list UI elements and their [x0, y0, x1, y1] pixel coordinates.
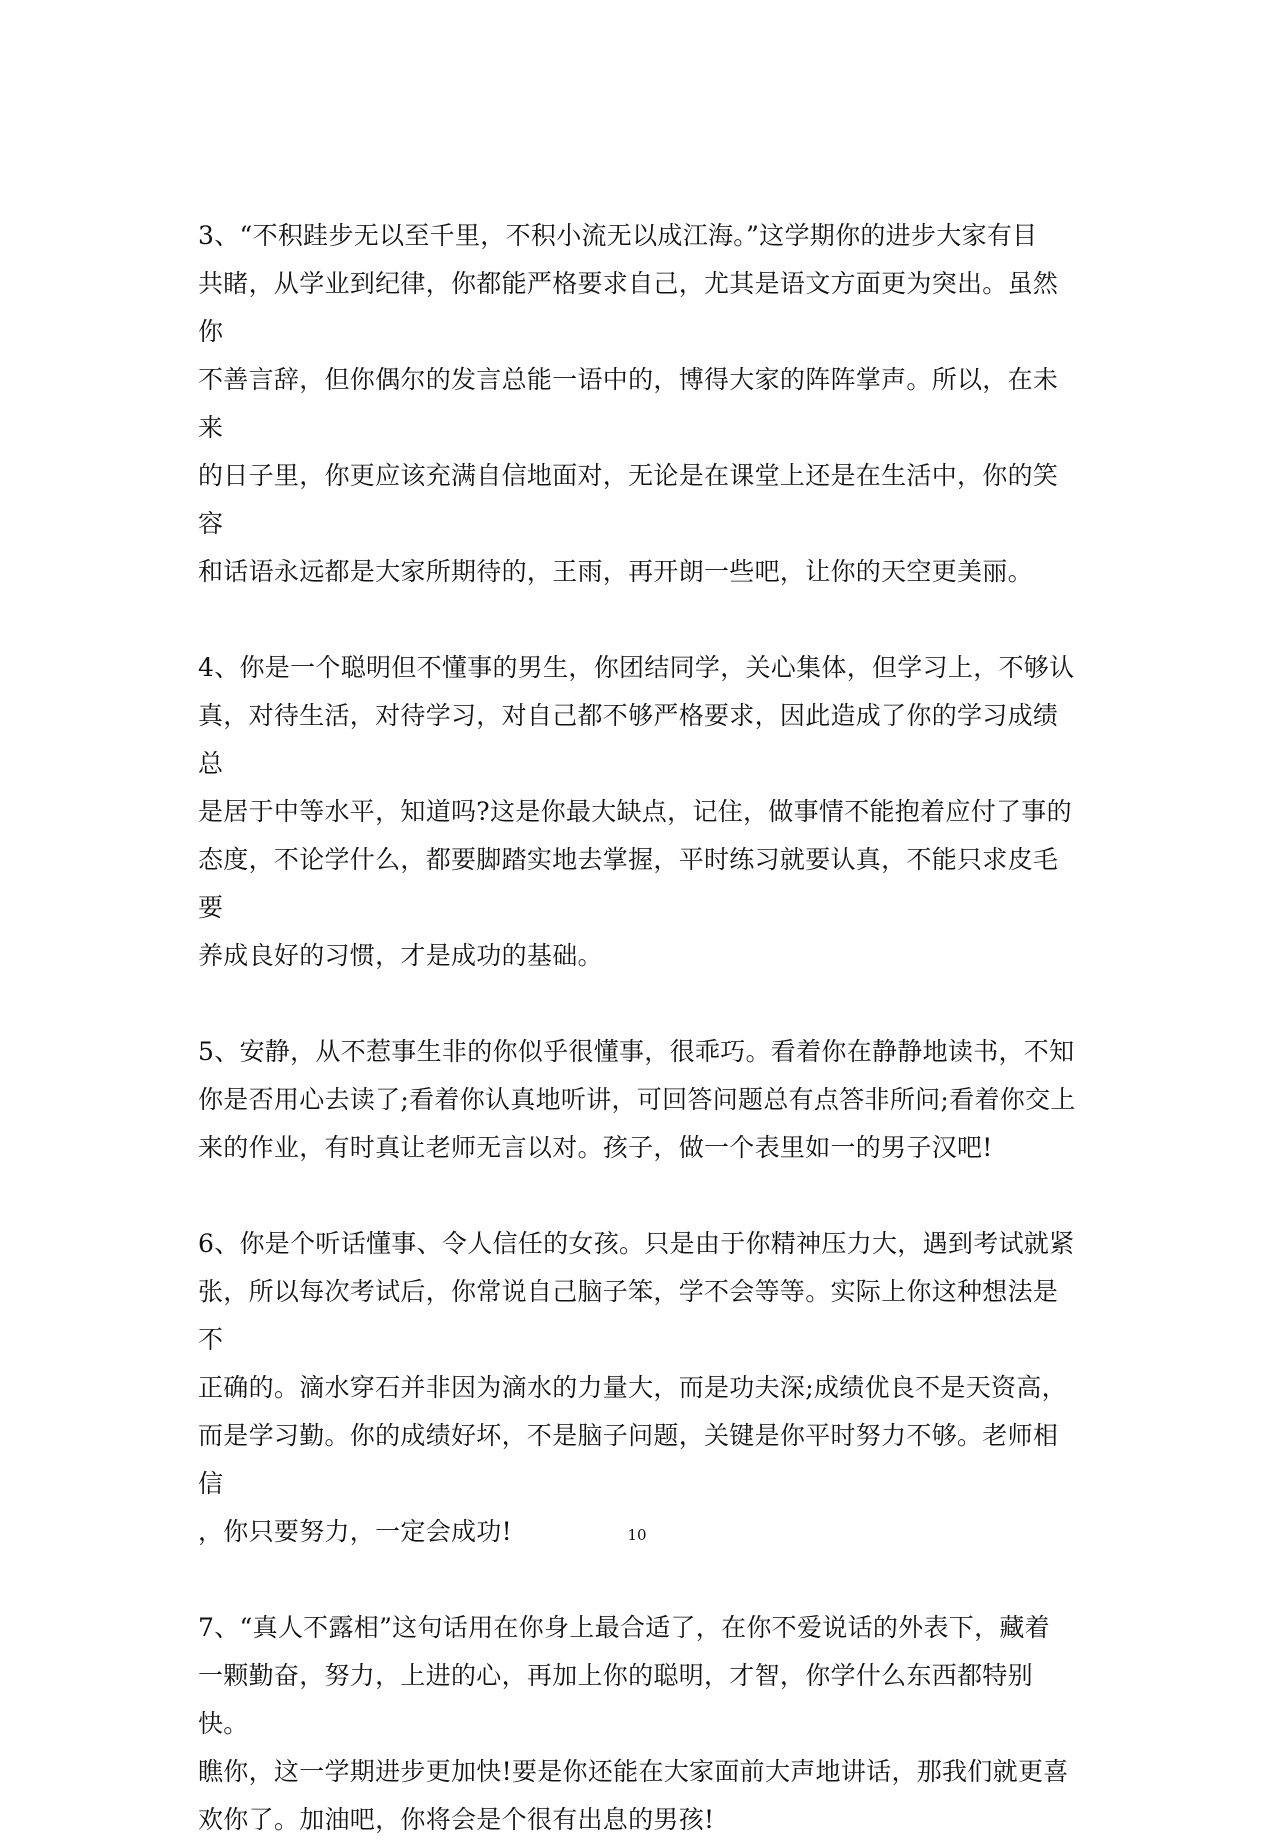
- paragraph-5: 5、安静，从不惹事生非的你似乎很懂事，很乖巧。看着你在静静地读书，不知 你是否用心去读了;看着你认真地听讲，可回答问题总有点答非所问;看着你交上 来的作业，有时真让老师无言以对。孩子，做一个表里如一的男子汉吧!: [198, 1037, 1076, 1162]
- paragraph-3: 3、“不积跬步无以至千里，不积小流无以成江海。”这学期你的进步大家有目 共睹，从学业到纪律，你都能严格要求自己，尤其是语文方面更为突出。虽然你 不善言辞，但你偶尔的发言总能一语中的，博得大家的阵阵掌声。所以，在未来 的日子里，你更应该充满自信地面对，无论是在课堂上还是在生活中，你的笑容 和话语永远都是大家所期待的，王雨，再开朗一些吧，让你的天空更美丽。: [198, 221, 1059, 586]
- paragraph-7: 7、“真人不露相”这句话用在你身上最合适了，在你不爱说话的外表下，藏着 一颗勤奋，努力，上进的心，再加上你的聪明，才智，你学什么东西都特别快。 瞧你，这一学期进步更加快!要是你还能在大家面前大声地讲话，那我们就更喜 欢你了。加油吧，你将会是个很有出息的男孩!: [198, 1613, 1069, 1834]
- paragraph-6: 6、你是个听话懂事、令人信任的女孩。只是由于你精神压力大，遇到考试就紧 张，所以每次考试后，你常说自己脑子笨，学不会等等。实际上你这种想法是不 正确的。滴水穿石并非因为滴水的力量大，而是功夫深;成绩优良不是天资高， 而是学习勤。你的成绩好坏，不是脑子问题，关键是你平时努力不够。老师相信 ，你只要努力，一定会成功!: [198, 1229, 1075, 1546]
- page-number: 10: [627, 1526, 647, 1544]
- paragraph-4: 4、你是一个聪明但不懂事的男生，你团结同学，关心集体，但学习上，不够认 真，对待生活，对待学习，对自己都不够严格要求，因此造成了你的学习成绩总 是居于中等水平，知道吗?这是你最大缺点，记住，做事情不能抱着应付了事的 态度，不论学什么，都要脚踏实地去掌握，平时练习就要认真，不能只求皮毛要 养成良好的习惯，才是成功的基础。: [198, 653, 1075, 970]
- document-body: [198, 212, 1080, 1844]
